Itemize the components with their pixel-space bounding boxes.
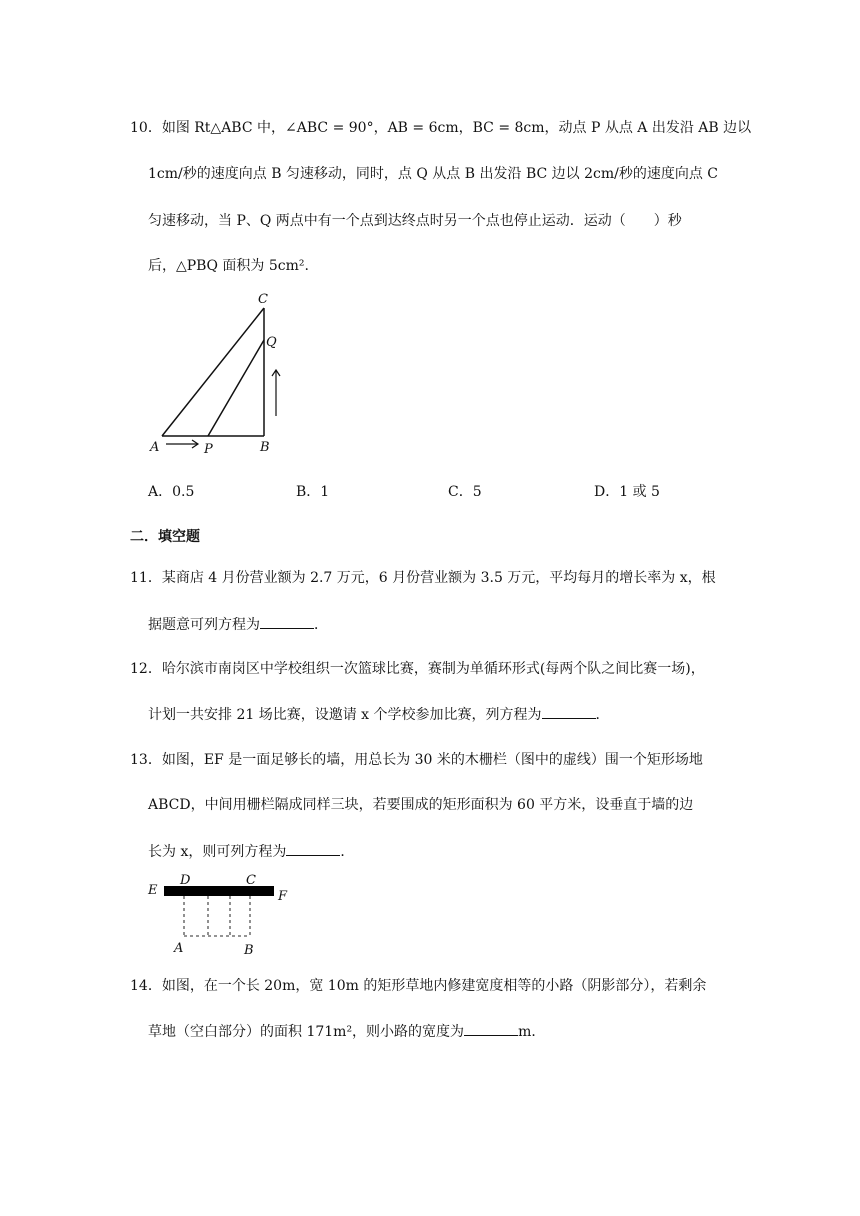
q10-line2: 1cm/秒的速度向点 B 匀速移动，同时，点 Q 从点 B 出发沿 BC 边以 2cm/秒的速度向点 C [148,166,719,182]
q12-text: 计划一共安排 21 场比赛，设邀请 x 个学校参加比赛，列方程为 [148,707,542,723]
q12-line1: 12．哈尔滨市南岗区中学校组织一次篮球比赛，赛制为单循环形式(每两个队之间比赛一场)， [130,661,705,677]
q14-line1: 14．如图，在一个长 20m，宽 10m 的矩形草地内修建宽度相等的小路（阴影部分），若剩余 [130,978,707,994]
q13-end: ． [340,844,355,860]
label-c: C [246,873,256,888]
label-b: B [244,943,254,958]
q11-line1: 11．某商店 4 月份营业额为 2.7 万元，6 月份营业额为 3.5 万元，平均每月的增长率为 x，根 [130,570,716,586]
label-b: B [260,440,270,455]
q13-line3 [148,841,354,862]
q12-end: ． [595,707,610,723]
q13-line1: 13．如图，EF 是一面足够长的墙，用总长为 30 米的木栅栏（图中的虚线）围一个矩形场地 [130,752,703,768]
q13-text: 长为 x，则可列方程为 [148,844,287,860]
label-f: F [278,889,288,904]
q10-option-c[interactable]: C．5 [448,484,482,500]
label-p: P [204,442,213,457]
q10-option-a[interactable]: A．0.5 [148,484,195,500]
label-e: E [148,883,158,898]
q10-line1: 10．如图 Rt△ABC 中，∠ABC = 90°，AB = 6cm，BC = 8cm，动点 P 从点 A 出发沿 AB 边以 [130,120,752,136]
q14-line2 [148,1021,545,1042]
q11-line2 [148,614,328,635]
q13-fence-figure [140,870,300,960]
section-title: 二．填空题 [130,529,200,545]
label-a: A [174,941,184,956]
q14-text: 草地（空白部分）的面积 171m²，则小路的宽度为 [148,1024,465,1040]
q10-line3: 匀速移动，当 P、Q 两点中有一个点到达终点时另一个点也停止运动．运动（ ）秒 [148,213,682,229]
label-q: Q [266,335,277,350]
q12-answer-blank[interactable] [542,704,596,719]
q13-answer-blank[interactable] [286,841,340,856]
q11-end: ． [314,617,328,633]
label-a: A [150,440,160,455]
q13-line2: ABCD，中间用栅栏隔成同样三块，若要围成的矩形面积为 60 平方米，设垂直于墙的边 [148,797,694,813]
q14-answer-blank[interactable] [464,1021,518,1036]
q10-option-b[interactable]: B．1 [296,484,330,500]
q14-end: m． [518,1024,546,1040]
q10-line4: 后，△PBQ 面积为 5cm². [148,258,309,274]
q10-triangle-figure [140,288,290,460]
q11-text: 据题意可列方程为 [148,617,260,633]
q10-option-d[interactable]: D．1 或 5 [594,484,660,500]
label-c: C [258,292,268,307]
q12-line2 [148,704,610,725]
label-d: D [180,873,191,888]
q11-answer-blank[interactable] [260,614,314,629]
